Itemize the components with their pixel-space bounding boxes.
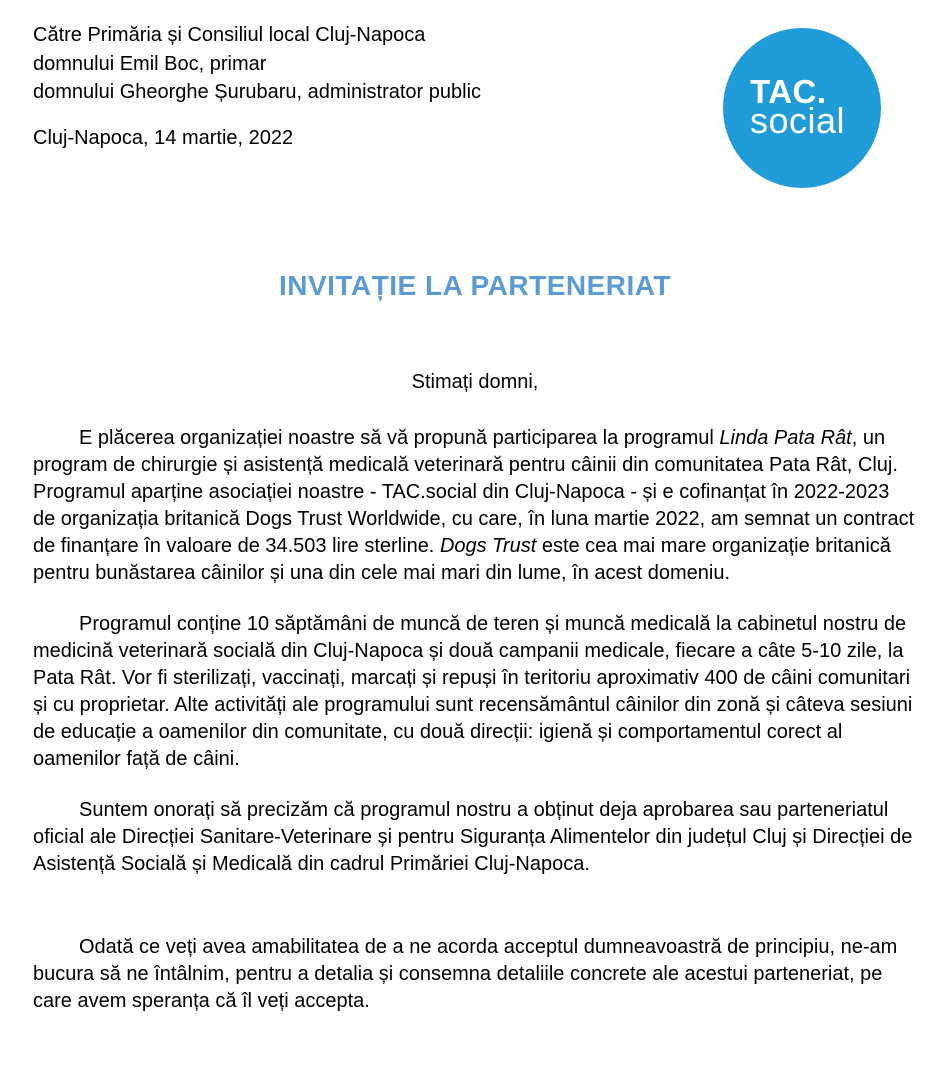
text-segment: Odată ce veți avea amabilitatea de a ne acorda acceptul dumneavoastră de principiu, ne-am bucura să ne întâlnim, pentru a detalia și consemna detaliile concrete ale acestui parteneriat, pe care avem speranța că îl veți accepta.	[33, 935, 898, 1012]
letter-body	[33, 425, 917, 1015]
letter-title: INVITAȚIE LA PARTENERIAT	[278, 270, 672, 301]
text-segment: este cea mai mare organizație britanică pentru bunăstarea câinilor și una din cele mai mari din lume, în acest domeniu.	[33, 534, 891, 584]
letter-paragraph	[33, 425, 917, 587]
text-segment: E plăcerea organizației noastre să vă propună participarea la programul	[79, 426, 720, 449]
recipient-block	[33, 21, 917, 110]
recipient-line: domnului Emil Boc, primar	[33, 52, 267, 75]
logo-line-social: social	[750, 100, 846, 141]
recipient-line: domnului Gheorghe Șurubaru, administrator public	[33, 81, 482, 103]
dateline: Cluj-Napoca, 14 martie, 2022	[33, 126, 294, 149]
letter-content	[33, 0, 917, 1015]
salutation: Stimați domni,	[411, 371, 539, 393]
text-segment: Suntem onorați să precizăm că programul nostru a obținut deja aprobarea sau parteneriatul oficial ale Direcției Sanitare-Veterinare și pentru Siguranța Alimentelor din județul Cluj și Direcției de Asistență Socială și Medicală din cadrul Primăriei Cluj-Napoca.	[33, 798, 913, 875]
italic-text-segment: Dogs Trust	[439, 534, 537, 557]
text-segment: , un program de chirurgie și asistență medicală veterinară pentru câinii din comunitatea Pata Rât, Cluj. Programul aparține asociației noastre - TAC.social din Cluj-Napoca - și e cofinanțat în 2022-2023 de organizația britanică Dogs Trust Worldwide, cu care, în luna martie 2022, am semnat un contract de finanțare în valoare de 34.503 lire sterline.	[33, 426, 915, 557]
italic-text-segment: Linda Pata Rât	[719, 426, 852, 449]
text-segment: Programul conține 10 săptămâni de muncă de teren și muncă medicală la cabinetul nostru de medicină veterinară socială din Cluj-Napoca și două campanii medicale, fiecare a câte 5-10 zile, la Pata Rât. Vor fi sterilizați, vaccinați, marcați și repuși în teritoriu aproximativ 400 de câini comunitari și cu proprietar. Alte activități ale programului sunt recensământul câinilor din zonă și câteva sesiuni de educație a oamenilor din comunitate, cu două direcții: igienă și comportamentul corect al oamenilor față de câini.	[33, 612, 913, 770]
logo-line-tac: TAC.	[750, 73, 827, 110]
letter-paragraph	[33, 934, 917, 1015]
letter-paragraph	[33, 797, 917, 878]
recipient-line: Către Primăria și Consiliul local Cluj-Napoca	[33, 24, 426, 46]
letter-paragraph	[33, 611, 917, 773]
